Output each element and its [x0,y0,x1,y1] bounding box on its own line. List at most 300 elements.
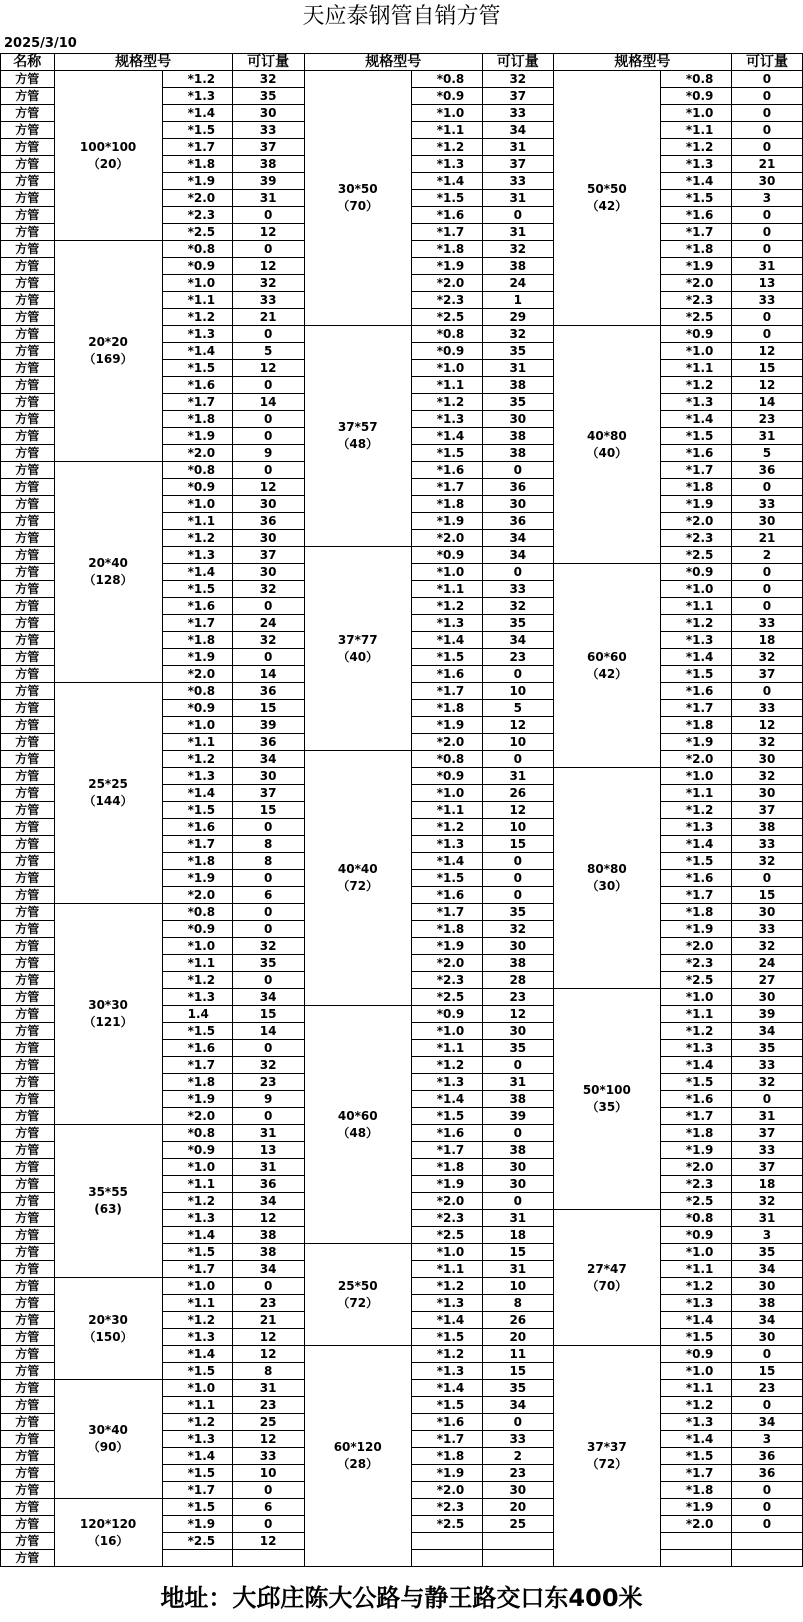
quantity-cell: 32 [482,241,553,258]
quantity-cell: 31 [482,360,553,377]
thickness-cell: *1.2 [162,972,232,989]
thickness-cell: *0.9 [660,564,731,581]
thickness-cell: *2.0 [660,1516,731,1533]
thickness-cell: *2.0 [162,887,232,904]
thickness-cell: *1.7 [660,700,731,717]
thickness-cell: *2.5 [411,1227,482,1244]
quantity-cell: 3 [731,1431,802,1448]
thickness-cell: *2.5 [411,989,482,1006]
thickness-cell: *1.3 [411,411,482,428]
thickness-cell: *1.4 [162,343,232,360]
thickness-cell: *1.7 [660,224,731,241]
row-name: 方管 [1,275,55,292]
quantity-cell: 35 [482,615,553,632]
row-name: 方管 [1,1074,55,1091]
page-title: 天应泰钢管自销方管 [302,4,501,29]
row-name: 方管 [1,411,55,428]
thickness-cell: *1.8 [660,717,731,734]
quantity-cell: 36 [232,734,304,751]
spec-group [54,71,162,241]
thickness-cell: *1.1 [411,1261,482,1278]
quantity-cell: 30 [482,1176,553,1193]
thickness-cell: *1.3 [660,632,731,649]
header-qty-2: 可订量 [482,54,553,71]
thickness-cell: *1.1 [411,377,482,394]
quantity-cell: 0 [232,411,304,428]
spec-size: 50*100 [582,1083,631,1097]
quantity-cell: 23 [731,1380,802,1397]
quantity-cell: 31 [731,428,802,445]
row-name: 方管 [1,462,55,479]
thickness-cell: *1.0 [660,1244,731,1261]
thickness-cell: *1.8 [411,496,482,513]
thickness-cell: *1.7 [162,139,232,156]
row-name: 方管 [1,292,55,309]
address: 地址：大邱庄陈大公路与静王路交口东400米 [160,1584,643,1612]
row-name: 方管 [1,717,55,734]
thickness-cell: *2.0 [411,530,482,547]
thickness-cell: *1.6 [660,207,731,224]
thickness-cell: *1.8 [660,1482,731,1499]
row-name: 方管 [1,1108,55,1125]
quantity-cell: 0 [731,139,802,156]
row-name: 方管 [1,105,55,122]
quantity-cell: 32 [731,1193,802,1210]
row-name: 方管 [1,122,55,139]
row-name: 方管 [1,309,55,326]
quantity-cell: 30 [482,1159,553,1176]
thickness-cell: *1.7 [411,224,482,241]
quantity-cell: 6 [232,887,304,904]
thickness-cell: *1.5 [162,122,232,139]
row-name: 方管 [1,530,55,547]
thickness-cell: *1.8 [411,1159,482,1176]
quantity-cell: 35 [482,343,553,360]
thickness-cell: *1.7 [162,1261,232,1278]
quantity-cell: 0 [482,1414,553,1431]
thickness-cell: *1.2 [660,377,731,394]
thickness-cell: *1.3 [660,819,731,836]
row-name: 方管 [1,173,55,190]
row-name: 方管 [1,190,55,207]
thickness-cell: *1.0 [660,768,731,785]
quantity-cell: 24 [232,615,304,632]
thickness-cell: *1.6 [411,887,482,904]
thickness-cell: *1.0 [162,1159,232,1176]
quantity-cell: 38 [731,1295,802,1312]
quantity-cell: 8 [232,1363,304,1380]
spec-total: （48） [337,1125,379,1140]
quantity-cell: 0 [731,479,802,496]
quantity-cell: 12 [232,224,304,241]
quantity-cell: 33 [482,173,553,190]
quantity-cell: 38 [482,377,553,394]
quantity-cell: 33 [482,105,553,122]
quantity-cell: 15 [232,700,304,717]
quantity-cell: 30 [482,1482,553,1499]
quantity-cell: 24 [482,275,553,292]
row-name: 方管 [1,1295,55,1312]
spec-group [553,1210,660,1346]
row-name: 方管 [1,598,55,615]
spec-group [304,326,411,547]
thickness-cell: *2.0 [162,190,232,207]
thickness-cell: *1.3 [411,156,482,173]
thickness-cell: *0.8 [162,241,232,258]
thickness-cell: *1.5 [660,1329,731,1346]
thickness-cell: *1.2 [162,1312,232,1329]
thickness-cell: *1.4 [660,1312,731,1329]
thickness-cell: *1.9 [660,258,731,275]
thickness-cell: *1.3 [411,1295,482,1312]
quantity-cell: 3 [731,1227,802,1244]
quantity-cell: 32 [731,734,802,751]
spec-total: （35） [586,1100,628,1114]
quantity-cell: 0 [731,122,802,139]
quantity-cell: 30 [731,904,802,921]
quantity-cell: 33 [731,1142,802,1159]
row-name: 方管 [1,887,55,904]
thickness-cell: *2.5 [162,1533,232,1550]
quantity-cell: 15 [731,360,802,377]
thickness-cell: *0.9 [162,1142,232,1159]
spec-size: 40*60 [337,1108,378,1123]
thickness-cell: *1.1 [411,1040,482,1057]
thickness-cell: *1.9 [411,717,482,734]
row-name: 方管 [1,377,55,394]
thickness-cell: *0.8 [411,71,482,88]
thickness-cell: *1.6 [411,1414,482,1431]
report-date: 2025/3/10 [4,36,77,51]
row-name: 方管 [1,989,55,1006]
spec-total: （121） [83,1015,133,1029]
thickness-cell: *2.3 [660,1176,731,1193]
thickness-cell: *0.9 [660,1227,731,1244]
thickness-cell [162,1550,232,1567]
quantity-cell: 0 [482,870,553,887]
quantity-cell: 30 [482,496,553,513]
spec-group [54,462,162,683]
quantity-cell: 0 [731,598,802,615]
spec-size: 60*120 [333,1440,382,1454]
quantity-cell: 33 [731,1057,802,1074]
quantity-cell: 23 [232,1397,304,1414]
quantity-cell: 34 [731,1261,802,1278]
quantity-cell: 35 [482,1380,553,1397]
spec-group [54,1499,162,1567]
quantity-cell: 31 [482,1074,553,1091]
spec-size: 50*50 [587,182,627,196]
thickness-cell: *1.6 [411,666,482,683]
thickness-cell: *2.3 [411,972,482,989]
quantity-cell: 15 [482,836,553,853]
thickness-cell: *2.5 [660,309,731,326]
quantity-cell: 33 [232,122,304,139]
quantity-cell: 33 [731,496,802,513]
quantity-cell: 0 [232,1108,304,1125]
thickness-cell: *0.9 [411,768,482,785]
thickness-cell: *1.5 [411,1329,482,1346]
quantity-cell: 30 [232,496,304,513]
spec-size: 100*100 [79,139,137,154]
thickness-cell: *1.3 [411,1074,482,1091]
thickness-cell: *0.9 [660,326,731,343]
quantity-cell: 0 [731,105,802,122]
thickness-cell: *2.0 [162,1108,232,1125]
quantity-cell: 14 [232,394,304,411]
quantity-cell: 3 [731,190,802,207]
quantity-cell: 0 [482,751,553,768]
thickness-cell: *1.8 [660,1125,731,1142]
spec-total: （72） [586,1457,628,1471]
row-name: 方管 [1,1193,55,1210]
thickness-cell: *1.5 [162,802,232,819]
thickness-cell: *1.0 [411,785,482,802]
thickness-cell: *0.8 [411,751,482,768]
quantity-cell: 20 [482,1499,553,1516]
row-name: 方管 [1,1125,55,1142]
quantity-cell: 0 [232,1516,304,1533]
quantity-cell: 31 [482,224,553,241]
thickness-cell: *2.5 [660,547,731,564]
thickness-cell: *1.2 [162,751,232,768]
thickness-cell: *2.0 [411,734,482,751]
thickness-cell: *1.6 [411,462,482,479]
quantity-cell: 12 [232,1533,304,1550]
thickness-cell: *1.7 [162,1482,232,1499]
spec-size: 20*40 [88,556,128,570]
quantity-cell: 33 [731,921,802,938]
quantity-cell: 35 [731,1244,802,1261]
row-name: 方管 [1,479,55,496]
quantity-cell: 11 [482,1346,553,1363]
spec-group [304,71,411,326]
thickness-cell: *1.7 [411,683,482,700]
thickness-cell: *1.9 [162,173,232,190]
quantity-cell: 32 [482,326,553,343]
quantity-cell: 2 [731,547,802,564]
row-name: 方管 [1,1261,55,1278]
thickness-cell: *1.0 [411,564,482,581]
spec-size: 80*80 [587,862,627,876]
thickness-cell: *2.5 [411,1516,482,1533]
quantity-cell: 12 [232,360,304,377]
thickness-cell: *1.4 [162,105,232,122]
thickness-cell: *1.8 [411,241,482,258]
row-name: 方管 [1,938,55,955]
quantity-cell: 0 [232,1482,304,1499]
quantity-cell [731,1550,802,1567]
quantity-cell: 30 [731,751,802,768]
thickness-cell: *1.1 [162,734,232,751]
quantity-cell: 31 [731,258,802,275]
spec-size: 30*40 [88,1423,128,1437]
quantity-cell: 0 [482,1125,553,1142]
row-name: 方管 [1,666,55,683]
thickness-cell: *1.4 [411,632,482,649]
thickness-cell: *1.5 [162,1244,232,1261]
thickness-cell: *0.9 [162,921,232,938]
quantity-cell: 10 [482,734,553,751]
quantity-cell: 37 [482,88,553,105]
row-name: 方管 [1,1550,55,1567]
thickness-cell: *1.3 [162,1329,232,1346]
thickness-cell: *1.4 [411,1312,482,1329]
row-name: 方管 [1,751,55,768]
thickness-cell: *1.0 [411,360,482,377]
quantity-cell: 18 [482,1227,553,1244]
thickness-cell: *1.4 [660,411,731,428]
thickness-cell: *1.1 [162,1176,232,1193]
quantity-cell: 15 [731,1363,802,1380]
quantity-cell: 38 [232,156,304,173]
thickness-cell: *1.7 [162,394,232,411]
spec-total: （144） [83,794,133,808]
thickness-cell: *1.2 [660,615,731,632]
quantity-cell: 30 [731,1329,802,1346]
thickness-cell: *1.3 [162,88,232,105]
thickness-cell: *1.5 [162,1499,232,1516]
quantity-cell: 30 [731,989,802,1006]
quantity-cell: 35 [731,1040,802,1057]
quantity-cell: 0 [731,1397,802,1414]
thickness-cell: *1.5 [411,870,482,887]
quantity-cell: 26 [482,785,553,802]
table-row [1,71,803,88]
thickness-cell: *1.6 [660,870,731,887]
thickness-cell: *1.0 [162,496,232,513]
quantity-cell: 27 [731,972,802,989]
quantity-cell: 38 [482,428,553,445]
spec-total: （90） [87,1440,129,1454]
row-name: 方管 [1,156,55,173]
quantity-cell: 34 [482,547,553,564]
thickness-cell: *1.2 [162,530,232,547]
spec-total: （150） [83,1329,133,1344]
thickness-cell: *1.0 [162,717,232,734]
spec-group [54,904,162,1125]
quantity-cell: 32 [731,768,802,785]
thickness-cell: *0.9 [411,1006,482,1023]
thickness-cell: *1.0 [162,938,232,955]
quantity-cell: 39 [232,717,304,734]
thickness-cell: *1.2 [660,1397,731,1414]
thickness-cell: *1.1 [660,360,731,377]
thickness-cell: *1.4 [660,173,731,190]
spec-size: 40*80 [587,428,627,443]
row-name: 方管 [1,1244,55,1261]
thickness-cell: *1.5 [162,360,232,377]
quantity-cell: 15 [232,802,304,819]
quantity-cell: 6 [232,1499,304,1516]
quantity-cell: 12 [731,343,802,360]
quantity-cell: 33 [232,1448,304,1465]
quantity-cell: 12 [232,1210,304,1227]
quantity-cell: 30 [731,1278,802,1295]
quantity-cell: 15 [482,1363,553,1380]
header-spec-1: 规格型号 [54,54,232,71]
thickness-cell: *1.3 [162,768,232,785]
quantity-cell: 37 [482,156,553,173]
thickness-cell: *0.9 [660,1346,731,1363]
quantity-cell: 32 [731,649,802,666]
quantity-cell: 30 [482,1023,553,1040]
thickness-cell: *1.9 [162,870,232,887]
row-name: 方管 [1,1465,55,1482]
quantity-cell: 30 [482,938,553,955]
quantity-cell: 0 [232,649,304,666]
row-name: 方管 [1,1397,55,1414]
thickness-cell: *1.8 [660,241,731,258]
quantity-cell: 0 [482,887,553,904]
spec-total: （16） [87,1533,129,1548]
thickness-cell: *1.4 [411,428,482,445]
spec-total: （30） [586,879,628,893]
quantity-cell: 0 [731,309,802,326]
thickness-cell: *1.9 [660,734,731,751]
quantity-cell: 1 [482,292,553,309]
thickness-cell: *1.6 [162,819,232,836]
quantity-cell: 21 [232,309,304,326]
row-name: 方管 [1,581,55,598]
thickness-cell: *1.3 [660,394,731,411]
quantity-cell [731,1533,802,1550]
thickness-cell: *1.3 [660,1295,731,1312]
thickness-cell: *1.4 [162,1448,232,1465]
quantity-cell: 23 [482,649,553,666]
quantity-cell: 12 [731,377,802,394]
spec-group [553,564,660,768]
thickness-cell: *2.0 [660,938,731,955]
row-name: 方管 [1,445,55,462]
thickness-cell: *1.8 [660,479,731,496]
thickness-cell: *1.5 [660,1074,731,1091]
thickness-cell: *0.8 [660,1210,731,1227]
row-name: 方管 [1,1482,55,1499]
thickness-cell: *0.8 [660,71,731,88]
quantity-cell: 18 [731,1176,802,1193]
quantity-cell: 8 [232,836,304,853]
row-name: 方管 [1,224,55,241]
thickness-cell: *1.1 [162,955,232,972]
quantity-cell: 32 [482,921,553,938]
quantity-cell: 37 [731,666,802,683]
spec-size: 120*120 [79,1516,137,1531]
thickness-cell: *1.7 [411,1142,482,1159]
thickness-cell: *2.3 [411,1210,482,1227]
header-name: 名称 [1,54,55,71]
quantity-cell: 5 [232,343,304,360]
quantity-cell: 15 [731,887,802,904]
quantity-cell: 23 [232,1295,304,1312]
quantity-cell: 0 [232,904,304,921]
thickness-cell: *1.1 [660,122,731,139]
quantity-cell: 39 [232,173,304,190]
row-name: 方管 [1,241,55,258]
quantity-cell: 14 [731,394,802,411]
quantity-cell: 25 [232,1414,304,1431]
quantity-cell: 12 [232,1431,304,1448]
quantity-cell: 32 [232,1057,304,1074]
quantity-cell: 34 [232,1261,304,1278]
thickness-cell: *0.8 [162,1125,232,1142]
quantity-cell: 35 [232,88,304,105]
quantity-cell: 36 [232,683,304,700]
quantity-cell: 30 [232,768,304,785]
quantity-cell: 21 [731,530,802,547]
spec-group [304,1346,411,1567]
thickness-cell: *2.5 [162,224,232,241]
